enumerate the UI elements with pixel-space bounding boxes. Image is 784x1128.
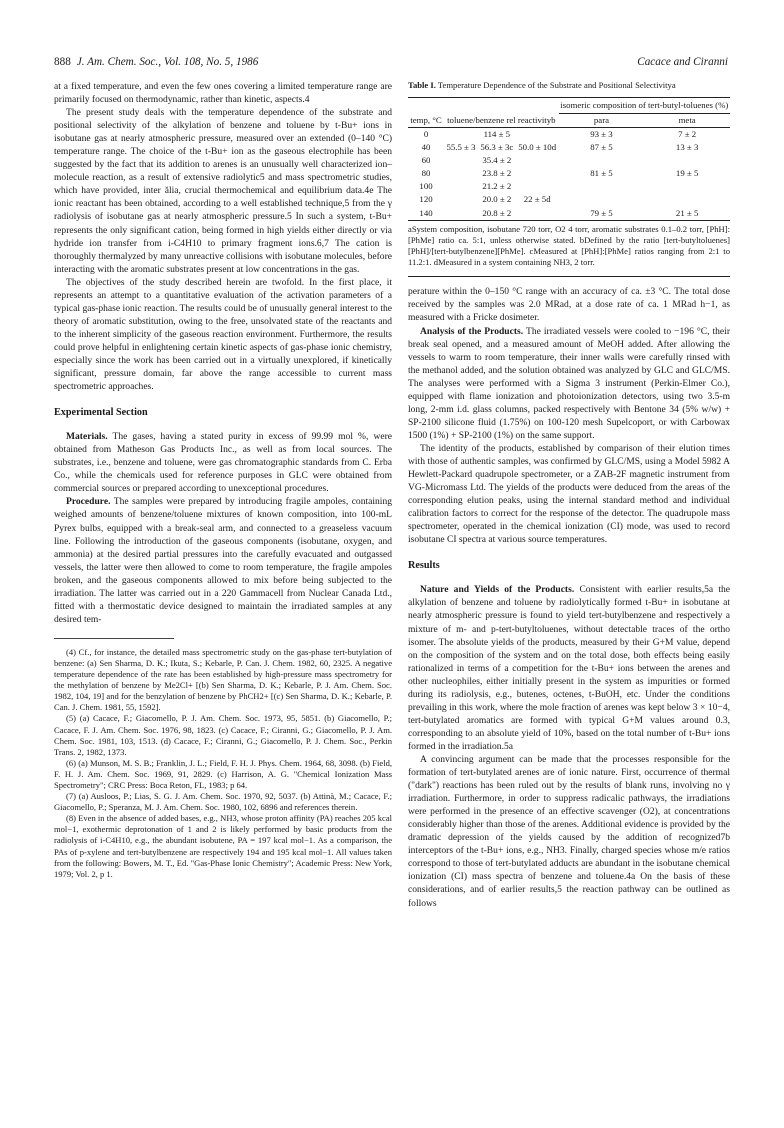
analysis-label: Analysis of the Products.: [420, 325, 524, 337]
table-body: [408, 128, 730, 220]
table-cell-para: [559, 154, 645, 167]
table-cell-r1: [444, 167, 478, 180]
table-row: [408, 207, 730, 221]
table-row: [408, 193, 730, 206]
table-cell-meta: 7 ± 2: [678, 129, 697, 140]
table-cell-r2: 23.8 ± 2: [482, 168, 512, 179]
nature-paragraph: [408, 583, 730, 753]
table-row: [408, 180, 730, 193]
table-cell-meta: [644, 180, 730, 193]
table-cell-r2: 56.3 ± 3c: [480, 142, 514, 153]
table-title: Temperature Dependence of the Substrate and Positional Selectivitya: [435, 80, 676, 90]
table-cell-para: 93 ± 3: [590, 129, 613, 140]
footnote-6: (6) (a) Munson, M. S. B.; Franklin, J. L.; Field, F. H. J. Phys. Chem. 1964, 68, 3098. (b) Field, F. H. J. Am. Chem. Soc. 1969, 91, 2829. (c) Harrison, A. G. "Chemical Ionization Mass Spectrometry"; CRC Press: Boca Reton, FL, 1983; p 64.: [54, 757, 392, 790]
footnote-5: (5) (a) Cacace, F.; Giacomello, P. J. Am. Chem. Soc. 1973, 95, 5851. (b) Giacomello, P.; Cacace, F. J. Am. Chem. Soc. 1976, 98, 1823. (c) Cacace, F.; Ciranni, G.; Giacomello, P. J. Am. Chem. Soc. 1981, 103, 1513. (d) Cacace, F.; Ciranni, G.; Giacomello, P. J. Chem. Soc., Perkin Trans. 2, 1982, 1373.: [54, 713, 392, 757]
table-cell-r1: [444, 207, 478, 221]
footnote-4: (4) Cf., for instance, the detailed mass spectrometric study on the gas-phase tert-butylation of benzene: (a) Sen Sharma, D. K.; Ikuta, S.; Kebarle, P. Can. J. Chem. 1982, 60, 2325. A negative temperature dependence of the rate has been established by high-pressure mass spectrometry for the methylation of benzene by Me2Cl+ [(b) Sen Sharma, D. K.; Kebarle, P. J. Am. Chem. Soc. 1982, 104, 19] and for the benzylation of benzene by PhCH2+ [(c) Sen Sharma, D. K.; Kebarle, P. Can. J. Chem. 1981, 55, 1592].: [54, 646, 392, 713]
table-cell-para: 79 ± 5: [590, 207, 613, 218]
table-cell-r2: 114 ± 5: [483, 129, 511, 140]
table-cell-temp: 60: [421, 155, 431, 166]
table-caption: [408, 80, 730, 91]
procedure-continued: perature within the 0–150 °C range with an accuracy of ca. ±3 °C. The total dose received by the samples was 2.0 MRad, at a dose rate of ca. 1 MRad h−1, as measured with a Fricke dosimeter.: [408, 286, 730, 324]
table-label: Table I.: [408, 80, 436, 90]
table-cell-r3: [516, 207, 559, 221]
selectivity-table: [408, 97, 730, 220]
procedure-paragraph: [54, 495, 392, 625]
table-cell-r3: [516, 167, 559, 180]
intro-paragraph-3: The objectives of the study described herein are twofold. In the first place, it represents an attempt to a quantitative evaluation of the activation parameters of a typical gas-phase ionic reaction. The results could be of unusually general interest to the theory of aromatic substitution, owing to the free, unsolvated state of the reactants and to the inherent simplicity of the gaseous reaction environment. Furthermore, the results could prove helpful in enlightening certain kinetic aspects of gas-phase ionic chemistry, especially since the work has been carried out in a virtually unexplored, if kinetically significant, pressure domain, far above the range accessible to current mass spectrometric approaches.: [54, 276, 392, 393]
table-cell-temp: 80: [421, 168, 431, 179]
table-header-row-1: [408, 98, 730, 114]
table-cell-r1: 55.5 ± 3: [446, 142, 476, 153]
intro-paragraph-2: The present study deals with the temperature dependence of the substrate and positional selectivity of the alkylation of benzene and toluene by t-Bu+ ions in isobutane gas at nearly atmospheric pressure, measured over an extended (0–140 °C) temperature range. The choice of the t-Bu+ ion as the gaseous electrophile has been suggested by the fact that its addition to arenes is an unusually well characterized ion–molecule reaction, as a result of extensive radiolytic5 and mass spectrometric studies, which have provided, inter ălia, crucial thermochemical and equilibrium data.4e The ionic reactant has been obtained, according to a well established technique,5 from the γ radiolysis of isobutane gas at nearly atmospheric pressure.5 In such a system, t-Bu+ represents the only significant cation, being formed in high yields either directly or via hydride ion transfer from i-C4H10 to primary fragment ions.6,7 The cation is thoroughly thermalyzed by many unreactive collisions with isobutane molecules, before interacting with the aromatic substrates present at low concentrations in the gas.: [54, 107, 392, 275]
table-cell-temp: 120: [419, 194, 433, 205]
table-cell-para: [559, 180, 645, 193]
table-cell-meta: 13 ± 3: [675, 142, 699, 153]
table-cell-para: 87 ± 5: [590, 142, 613, 153]
header-temp: temp, °C: [408, 98, 444, 128]
table-footnote: aSystem composition, isobutane 720 torr, O2 4 torr, aromatic substrates 0.1–0.2 torr, [PhH]:[PhMe] ratio ca. 5:1, unless otherwise stated. bDefined by the ratio [tert-butyltoluenes][PhH]/[tert-butylbenzene][PhMe]. cMeasured at [PhH]:[PhMe] ratios ranging from 2:1 to 11.2:1. dMeasured in a system containing NH3, 2 torr.: [408, 224, 730, 278]
materials-label: Materials.: [66, 431, 108, 443]
footnotes: [54, 647, 392, 880]
table-cell-r1: [444, 180, 478, 193]
table-cell-r2: 20.8 ± 2: [482, 207, 512, 218]
table-cell-r2: 35.4 ± 2: [482, 155, 512, 166]
nature-label: Nature and Yields of the Products.: [420, 584, 575, 596]
intro-paragraph-1: at a fixed temperature, and even the few ones covering a limited temperature range are primarily focused on thermodynamic, rather than kinetic, aspects.4: [54, 81, 392, 106]
convincing-paragraph: A convincing argument can be made that the processes responsible for the formation of tert-butylated arenes are of ionic nature. First, occurrence of thermal ("dark") reactions has been ruled out by the results of blank runs, involving no γ irradiation. Furthermore, in order to suppress radicalic pathways, the irradiations were performed in the presence of an effective scavenger (O2), at concentrations considerably higher than those of the arenes. Additional evidence is provided by the dramatic depression of the yields caused by the addition of recognized7b interceptors of the t-Bu+ ions, e.g., NH3. Finally, charged species whose m/e ratios correspond to those of tert-butylated adducts are abundant in the isobutane chemical ionization (CI) mass spectra of benzene and toluene.4a On the basis of these considerations, and of earlier results,5 the reaction pathway can be outlined as follows: [408, 753, 730, 909]
materials-paragraph: [54, 430, 392, 495]
table-cell-r3: [516, 154, 559, 167]
table-cell-meta: [644, 154, 730, 167]
table-cell-temp: 0: [423, 129, 429, 140]
table-cell-meta: 19 ± 5: [675, 168, 699, 179]
table-cell-para: [559, 193, 645, 206]
table-cell-r2: 21.2 ± 2: [482, 181, 512, 192]
procedure-text: The samples were prepared by introducing fragile ampoles, containing weighed amounts of benzene/toluene mixtures of known composition, into 100-mL Pyrex bulbs, equipped with a break-seal arm, and connected to a greaseless vacuum line. Following the introduction of the gaseous components (isobutane, oxygen, and ammonia) at the desired partial pressures into the carefully evacuated and outgassed vessels, the latter were then allowed to come to room temperature, the fragile ampoles broken, and the gaseous components allowed to mix before being subjected to the irradiation. The latter was carried out in a 220 Gammacell from Nuclear Canada Ltd., fitted with a thermostatic device designed to maintain the irradiated samples at any desired tem-: [54, 496, 392, 625]
table-cell-r2: 20.0 ± 2: [482, 194, 512, 205]
table-row: [408, 128, 730, 142]
table-row: [408, 141, 730, 154]
header-reactivity: toluene/benzene rel reactivityb: [444, 98, 559, 128]
footnote-8: (8) Even in the absence of added bases, e.g., NH3, whose proton affinity (PA) reaches 205 kcal mol−1, exothermic deprotonation of 1 and 2 is likely performed by basic products from the radiolysis of i-C4H10, e.g., the abundant isobutene, PA = 197 kcal mol−1. As a comparison, the PAs of p-xylene and tert-butylbenzene are respectively 194 and 195 kcal mol−1. All values taken from the following: Bowers, M. T., Ed. "Gas-Phase Ionic Chemistry"; Academic Press: New York, 1979; Vol. 2, p 1.: [54, 813, 392, 879]
right-column: [408, 80, 730, 910]
materials-text: The gases, having a stated purity in excess of 99.99 mol %, were obtained from Matheson Gas Products Inc., as well as from local sources. The substrates, i.e., benzene and toluene, were gas chromatographic standards from C. Erba Co., while the chemicals used for reference purposes in GLC were obtained from commercial sources or prepared according to unexceptional procedures.: [54, 431, 392, 495]
nature-text: Consistent with earlier results,5a the alkylation of benzene and toluene by radiolytically formed t-Bu+ in isobutane at nearly atmospheric pressure is found to yield tert-butylbenzene and respectively a mixture of m- and p-tert-butyltoluenes, without detectable traces of the ortho isomer. The absolute yields of the products, measured by their G+M value, depend on the composition of the system and on the total dose, both effects being easily rationalized in terms of a competition for the t-Bu+ ions between the arenes and other nucleophiles, either initially present in the system as impurities or formed during its radiolysis, e.g., butenes, octenes, t-BuOH, etc. Under the conditions prevailing in this work, where the mole fraction of arenes was kept below 3 × 10−4, tert-butylated aromatics are formed with typical G+M values around 0.3, corresponding to an absolute yield of 10%, based on the total number of t-Bu+ ions formed in the irradiation.5a: [408, 584, 730, 752]
journal-citation: J. Am. Chem. Soc., Vol. 108, No. 5, 1986: [76, 56, 259, 68]
footnote-divider: [54, 638, 174, 639]
footnote-7: (7) (a) Ausloos, P.; Lias, S. G. J. Am. Chem. Soc. 1970, 92, 5037. (b) Attinà, M.; Cacace, F.; Giacomello, P.; Speranza, M. J. Am. Chem. Soc. 1980, 102, 6896 and references therein.: [54, 791, 392, 813]
table-cell-r3: 50.0 ± 10d: [518, 142, 557, 153]
table-cell-r3: [516, 128, 559, 142]
header-para: para: [559, 114, 645, 128]
analysis-paragraph: [408, 325, 730, 442]
table-cell-para: 81 ± 5: [590, 168, 613, 179]
table-cell-temp: 40: [421, 142, 431, 153]
identity-paragraph: The identity of the products, established by comparison of their elution times with those of authentic samples, was confirmed by GLC/MS, using a Model 5982 A Hewlett-Packard quadrupole spectrometer, or a ZAB-2F magnetic instrument from VG-Micromass Ltd. The yields of the products were deduced from the areas of the corresponding elution peaks, using the internal standard method and individual calibration factors to correct for the response of the detector. The quadrupole mass spectrometer, operated in the chemical ionization (CI) mode, was used to record isobutane CI spectra at various source temperatures.: [408, 442, 730, 546]
table-row: [408, 167, 730, 180]
header-meta: meta: [644, 114, 730, 128]
page-number: 888: [54, 56, 71, 68]
table-cell-r3: [516, 180, 559, 193]
procedure-label: Procedure.: [66, 496, 111, 508]
table-cell-r3: 22 ± 5d: [523, 194, 551, 205]
header-isomeric: isomeric composition of tert-butyl-toluenes (%): [559, 98, 730, 114]
table-cell-meta: [644, 193, 730, 206]
table-cell-r1: [444, 193, 478, 206]
table-cell-temp: 100: [419, 181, 433, 192]
analysis-text: The irradiated vessels were cooled to −196 °C, their break seal opened, and a measured amount of MeOH added. After allowing the vessels to warm to room temperature, their inner walls were carefully rinsed with the methanol added, and the solution obtained was analyzed by GLC and GLC/MS. The analyses were performed with a Sigma 3 instrument (Perkin-Elmer Co.), equipped with flame ionization and photoionization detectors, using two 3.5-m long, 2-mm i.d. glass columns, packed respectively with Bentone 34 (5% w/w) + SP-2100 silicone fluid (1.75%) on 100-120 mesh Supelcoport, or with Carbowax 1500 (1%) + SP-2100 (1%) on the same support.: [408, 325, 730, 441]
section-heading-experimental: Experimental Section: [54, 407, 148, 419]
section-heading-results: Results: [408, 560, 440, 572]
authors: Cacace and Ciranni: [637, 56, 728, 68]
table-cell-r1: [444, 154, 478, 167]
table-row: [408, 154, 730, 167]
table-cell-meta: 21 ± 5: [675, 207, 699, 218]
left-column: [54, 80, 392, 880]
table-cell-r1: [444, 128, 478, 142]
table-cell-temp: 140: [419, 207, 433, 218]
